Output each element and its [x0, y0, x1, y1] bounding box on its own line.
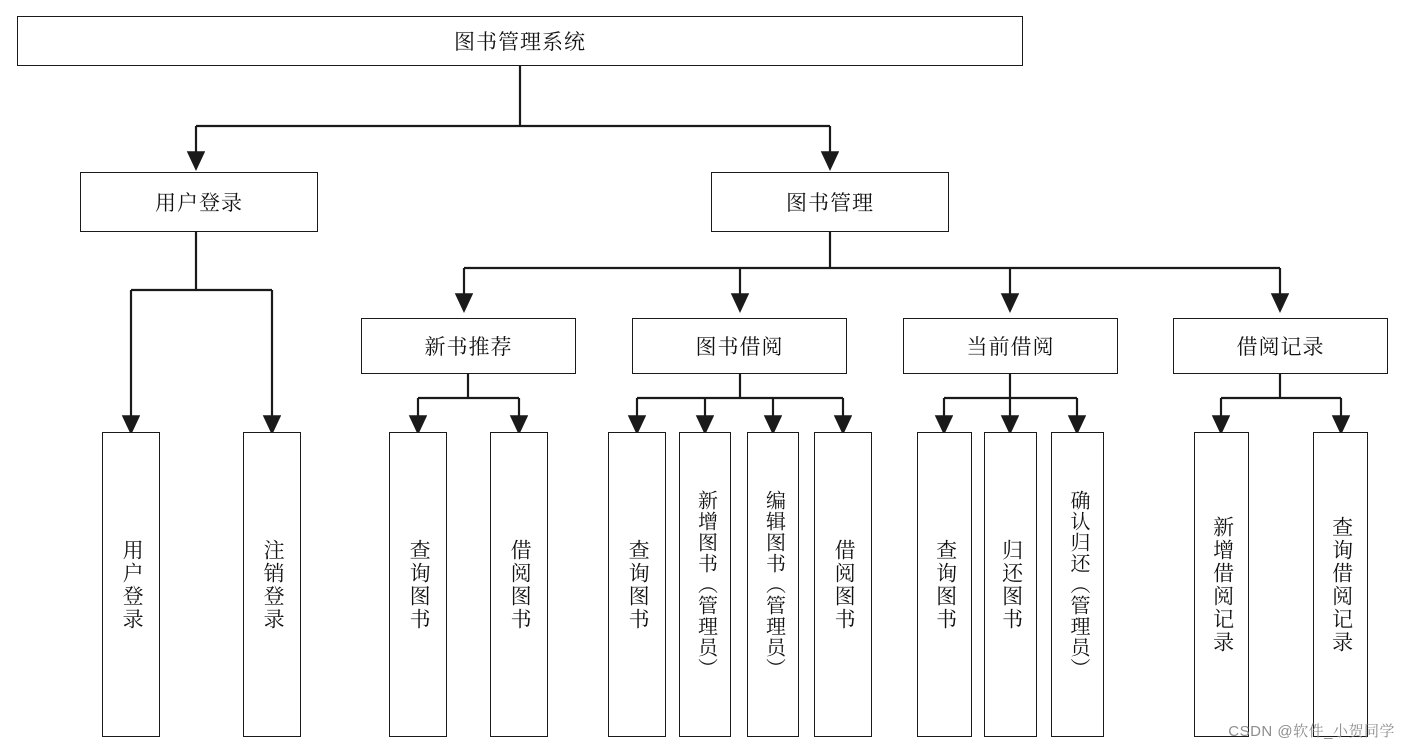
node-borrow-query-book[interactable]: 查询图书	[608, 432, 666, 737]
node-borrow-add-book[interactable]: 新增图书（管理员）	[679, 432, 731, 737]
node-book-management[interactable]: 图书管理	[711, 172, 949, 232]
node-book-borrow[interactable]: 图书借阅	[632, 318, 847, 374]
node-recommend-borrow-book[interactable]: 借阅图书	[490, 432, 548, 737]
node-record-query[interactable]: 查询借阅记录	[1313, 432, 1368, 737]
node-recommend-query-book[interactable]: 查询图书	[389, 432, 447, 737]
node-root[interactable]: 图书管理系统	[17, 16, 1023, 66]
node-current-borrow[interactable]: 当前借阅	[903, 318, 1118, 374]
node-current-query-book[interactable]: 查询图书	[917, 432, 972, 737]
node-borrow-record[interactable]: 借阅记录	[1173, 318, 1388, 374]
node-borrow-edit-book[interactable]: 编辑图书（管理员）	[747, 432, 799, 737]
watermark-text: CSDN @软件_小贺同学	[1228, 723, 1395, 740]
node-current-confirm-return[interactable]: 确认归还（管理员）	[1051, 432, 1104, 737]
node-new-book-recommend[interactable]: 新书推荐	[361, 318, 576, 374]
node-login-user[interactable]: 用户登录	[102, 432, 160, 737]
node-current-return-book[interactable]: 归还图书	[984, 432, 1037, 737]
node-borrow-borrow-book[interactable]: 借阅图书	[814, 432, 872, 737]
node-logout-user[interactable]: 注销登录	[243, 432, 301, 737]
node-user-login[interactable]: 用户登录	[80, 172, 318, 232]
node-record-add[interactable]: 新增借阅记录	[1194, 432, 1249, 737]
